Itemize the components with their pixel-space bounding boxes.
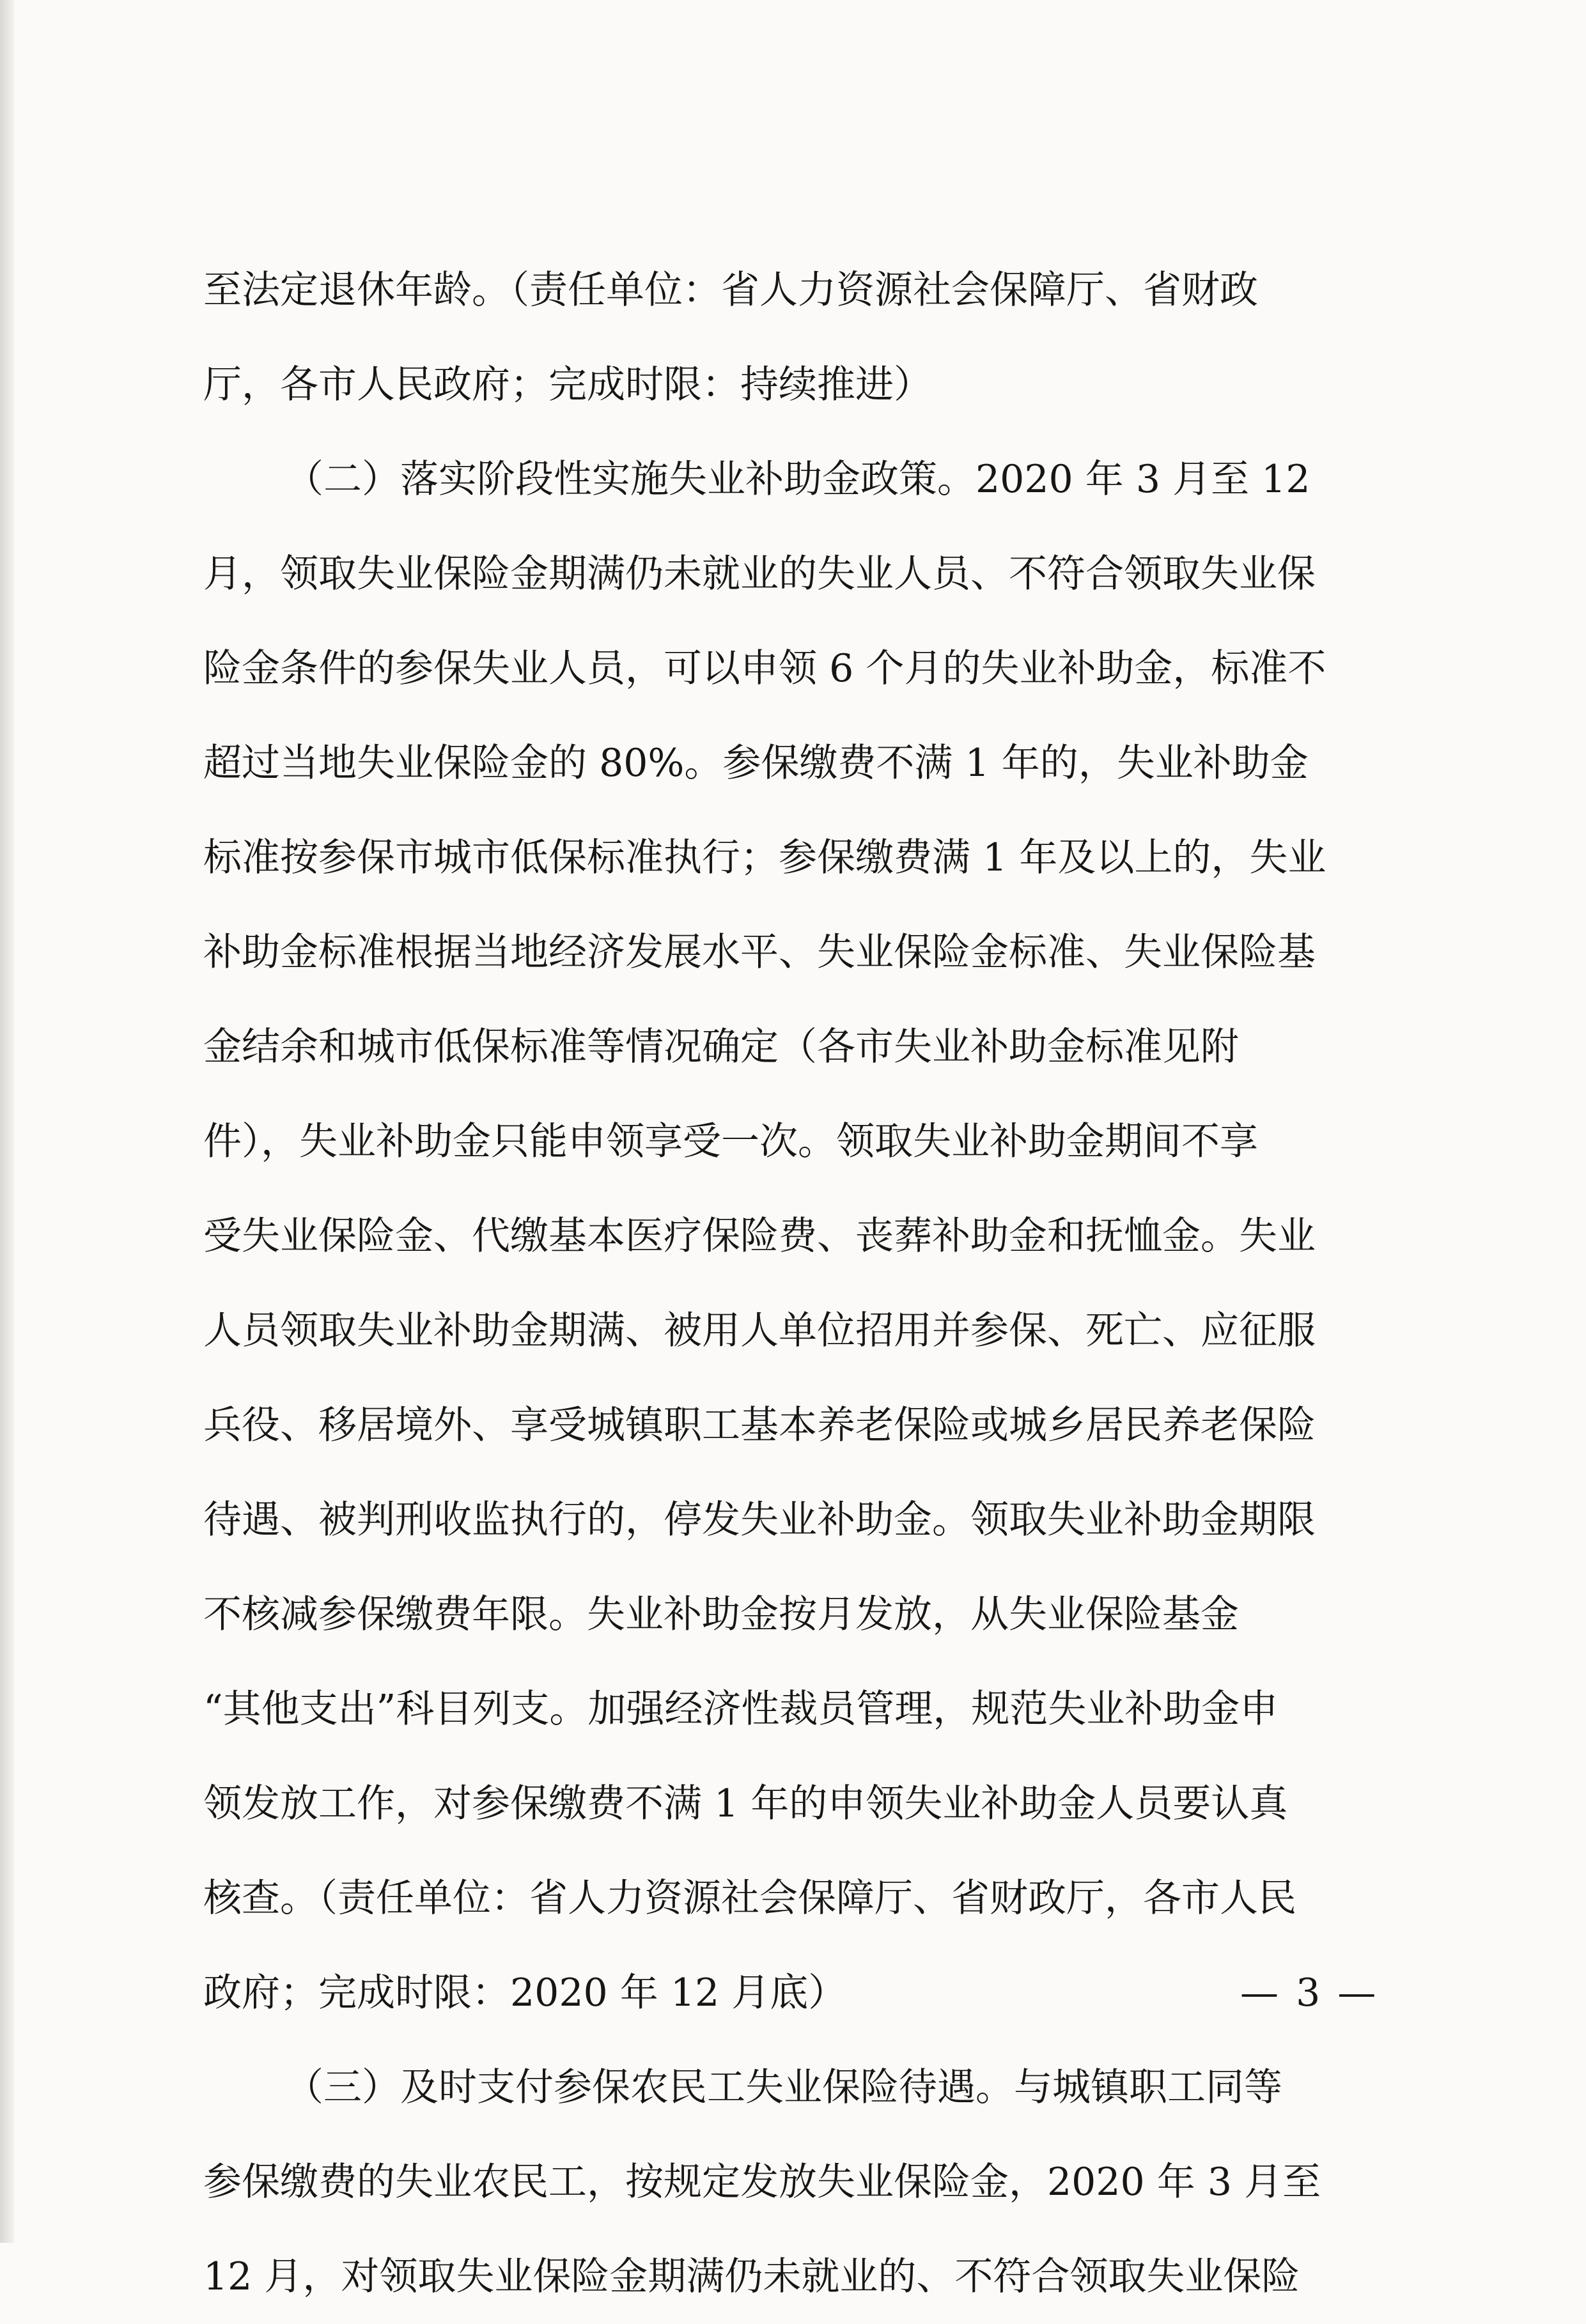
text-line: 月，领取失业保险金期满仍未就业的失业人员、不符合领取失业保 bbox=[203, 552, 1316, 596]
text-line: 参保缴费的失业农民工，按规定发放失业保险金，2020 年 3 月至 bbox=[203, 2160, 1321, 2204]
scan-edge bbox=[0, 0, 14, 2243]
text-line: 不核减参保缴费年限。失业补助金按月发放，从失业保险基金 bbox=[203, 1592, 1239, 1637]
text-line: 至法定退休年龄。（责任单位：省人力资源社会保障厅、省财政 bbox=[203, 268, 1258, 313]
document-body bbox=[203, 243, 1374, 2324]
text-line: “其他支出”科目列支。加强经济性裁员管理，规范失业补助金申 bbox=[203, 1687, 1279, 1731]
text-line: 金结余和城市低保标准等情况确定（各市失业补助金标准见附 bbox=[203, 1025, 1239, 1069]
text-line: 待遇、被判刑收监执行的，停发失业补助金。领取失业补助金期限 bbox=[203, 1498, 1316, 1542]
text-line: 政府；完成时限：2020 年 12 月底） bbox=[203, 1971, 847, 2015]
text-line: 厅，各市人民政府；完成时限：持续推进） bbox=[203, 362, 932, 407]
text-line: 险金条件的参保失业人员，可以申领 6 个月的失业补助金，标准不 bbox=[203, 646, 1326, 691]
text-line: 件），失业补助金只能申领享受一次。领取失业补助金期间不享 bbox=[203, 1119, 1258, 1164]
text-line: 受失业保险金、代缴基本医疗保险费、丧葬补助金和抚恤金。失业 bbox=[203, 1214, 1316, 1259]
text-line: 标准按参保市城市低保标准执行；参保缴费满 1 年及以上的，失业 bbox=[203, 835, 1326, 880]
text-line: 补助金标准根据当地经济发展水平、失业保险金标准、失业保险基 bbox=[203, 930, 1316, 975]
text-line: 人员领取失业补助金期满、被用人单位招用并参保、死亡、应征服 bbox=[203, 1308, 1316, 1353]
page-number: — 3 — bbox=[1240, 1971, 1379, 2015]
text-line: 兵役、移居境外、享受城镇职工基本养老保险或城乡居民养老保险 bbox=[203, 1403, 1316, 1448]
text-line: 12 月，对领取失业保险金期满仍未就业的、不符合领取失业保险 bbox=[203, 2254, 1300, 2299]
text-line: 领发放工作，对参保缴费不满 1 年的申领失业补助金人员要认真 bbox=[203, 1781, 1288, 1826]
text-line: （二）落实阶段性实施失业补助金政策。2020 年 3 月至 12 bbox=[285, 457, 1310, 502]
text-line: （三）及时支付参保农民工失业保险待遇。与城镇职工同等 bbox=[285, 2065, 1282, 2110]
text-line: 核查。（责任单位：省人力资源社会保障厅、省财政厅，各市人民 bbox=[203, 1876, 1296, 1921]
text-line: 超过当地失业保险金的 80%。参保缴费不满 1 年的，失业补助金 bbox=[203, 741, 1309, 786]
